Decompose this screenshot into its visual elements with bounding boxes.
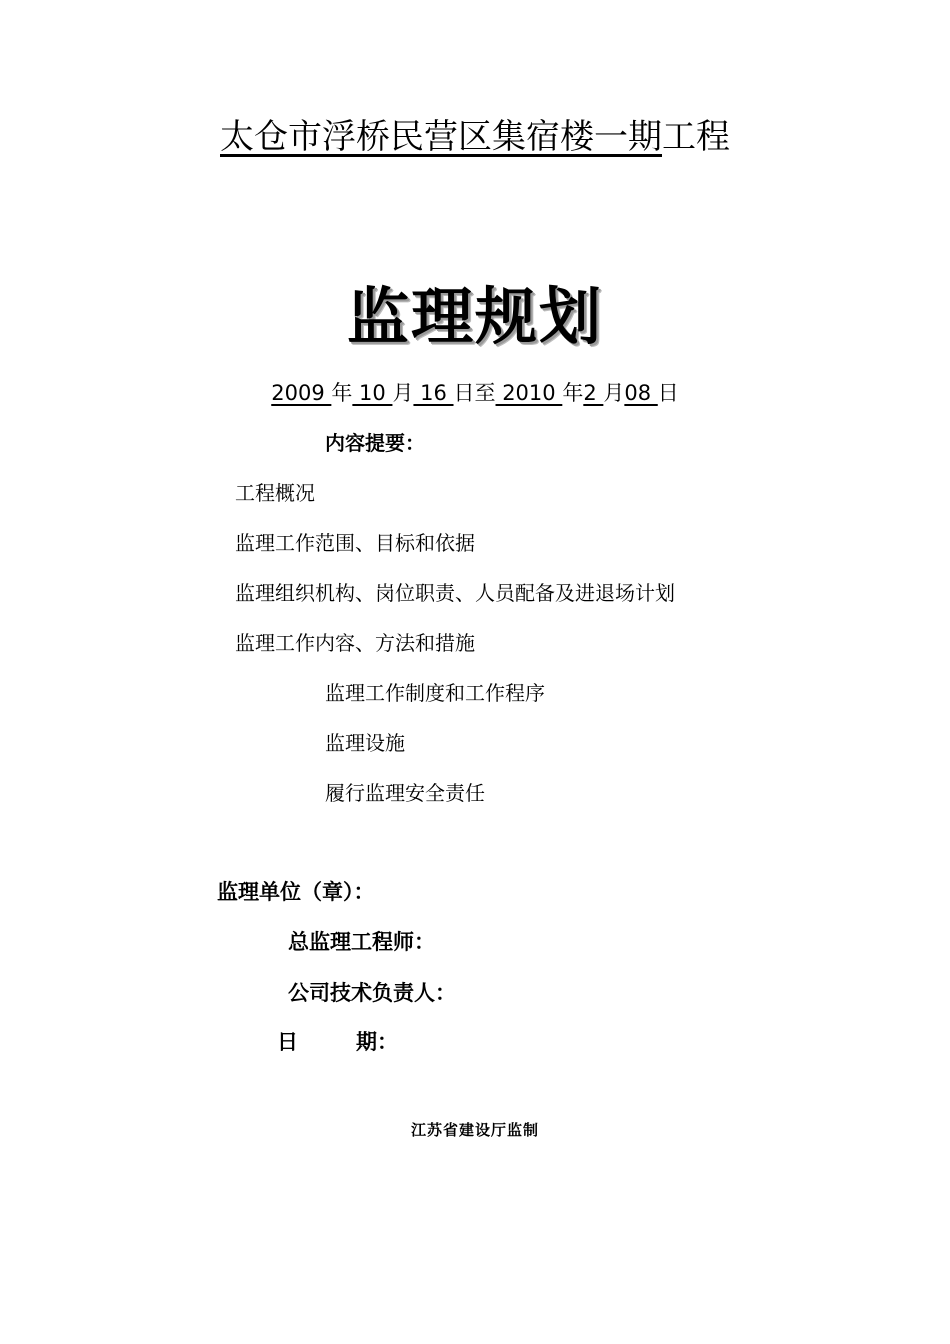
start-month: 10	[352, 381, 393, 405]
project-title	[0, 112, 950, 162]
tech-lead-label: 公司技术负责人：	[288, 981, 456, 1005]
month-label-1: 月	[392, 381, 414, 405]
summary-heading: 内容提要：	[325, 431, 425, 455]
toc-item: 监理工作制度和工作程序	[325, 681, 545, 705]
toc-item: 监理工作内容、方法和措施	[235, 631, 475, 655]
toc-item: 监理设施	[325, 731, 405, 755]
toc-item: 履行监理安全责任	[325, 781, 485, 805]
start-day: 16	[413, 381, 454, 405]
supervision-unit-label: 监理单位（章）：	[217, 880, 375, 904]
day-label-2: 日	[657, 381, 679, 405]
chief-engineer-label: 总监理工程师：	[288, 930, 435, 954]
day-to-label: 日至	[453, 381, 496, 405]
start-year: 2009	[271, 381, 332, 405]
year-label-2: 年	[562, 381, 584, 405]
toc-item: 监理工作范围、目标和依据	[235, 531, 475, 555]
end-day: 08	[624, 381, 658, 405]
date-label-char-1: 日	[277, 1030, 298, 1054]
project-title-underlined: 太仓市浮桥民营区集宿楼一期	[220, 117, 662, 157]
year-label-1: 年	[331, 381, 353, 405]
project-title-rest: 工程	[662, 117, 730, 157]
end-year: 2010	[495, 381, 563, 405]
toc-item: 监理组织机构、岗位职责、人员配备及进退场计划	[235, 581, 675, 605]
month-label-2: 月	[603, 381, 625, 405]
issuer-footer: 江苏省建设厅监制	[410, 1121, 539, 1139]
toc-item: 工程概况	[235, 481, 315, 505]
date-label	[277, 1026, 398, 1058]
date-label-char-2: 期：	[356, 1030, 398, 1054]
document-title: 监理规划	[346, 280, 603, 353]
date-range	[0, 376, 950, 410]
end-month: 2	[583, 381, 604, 405]
